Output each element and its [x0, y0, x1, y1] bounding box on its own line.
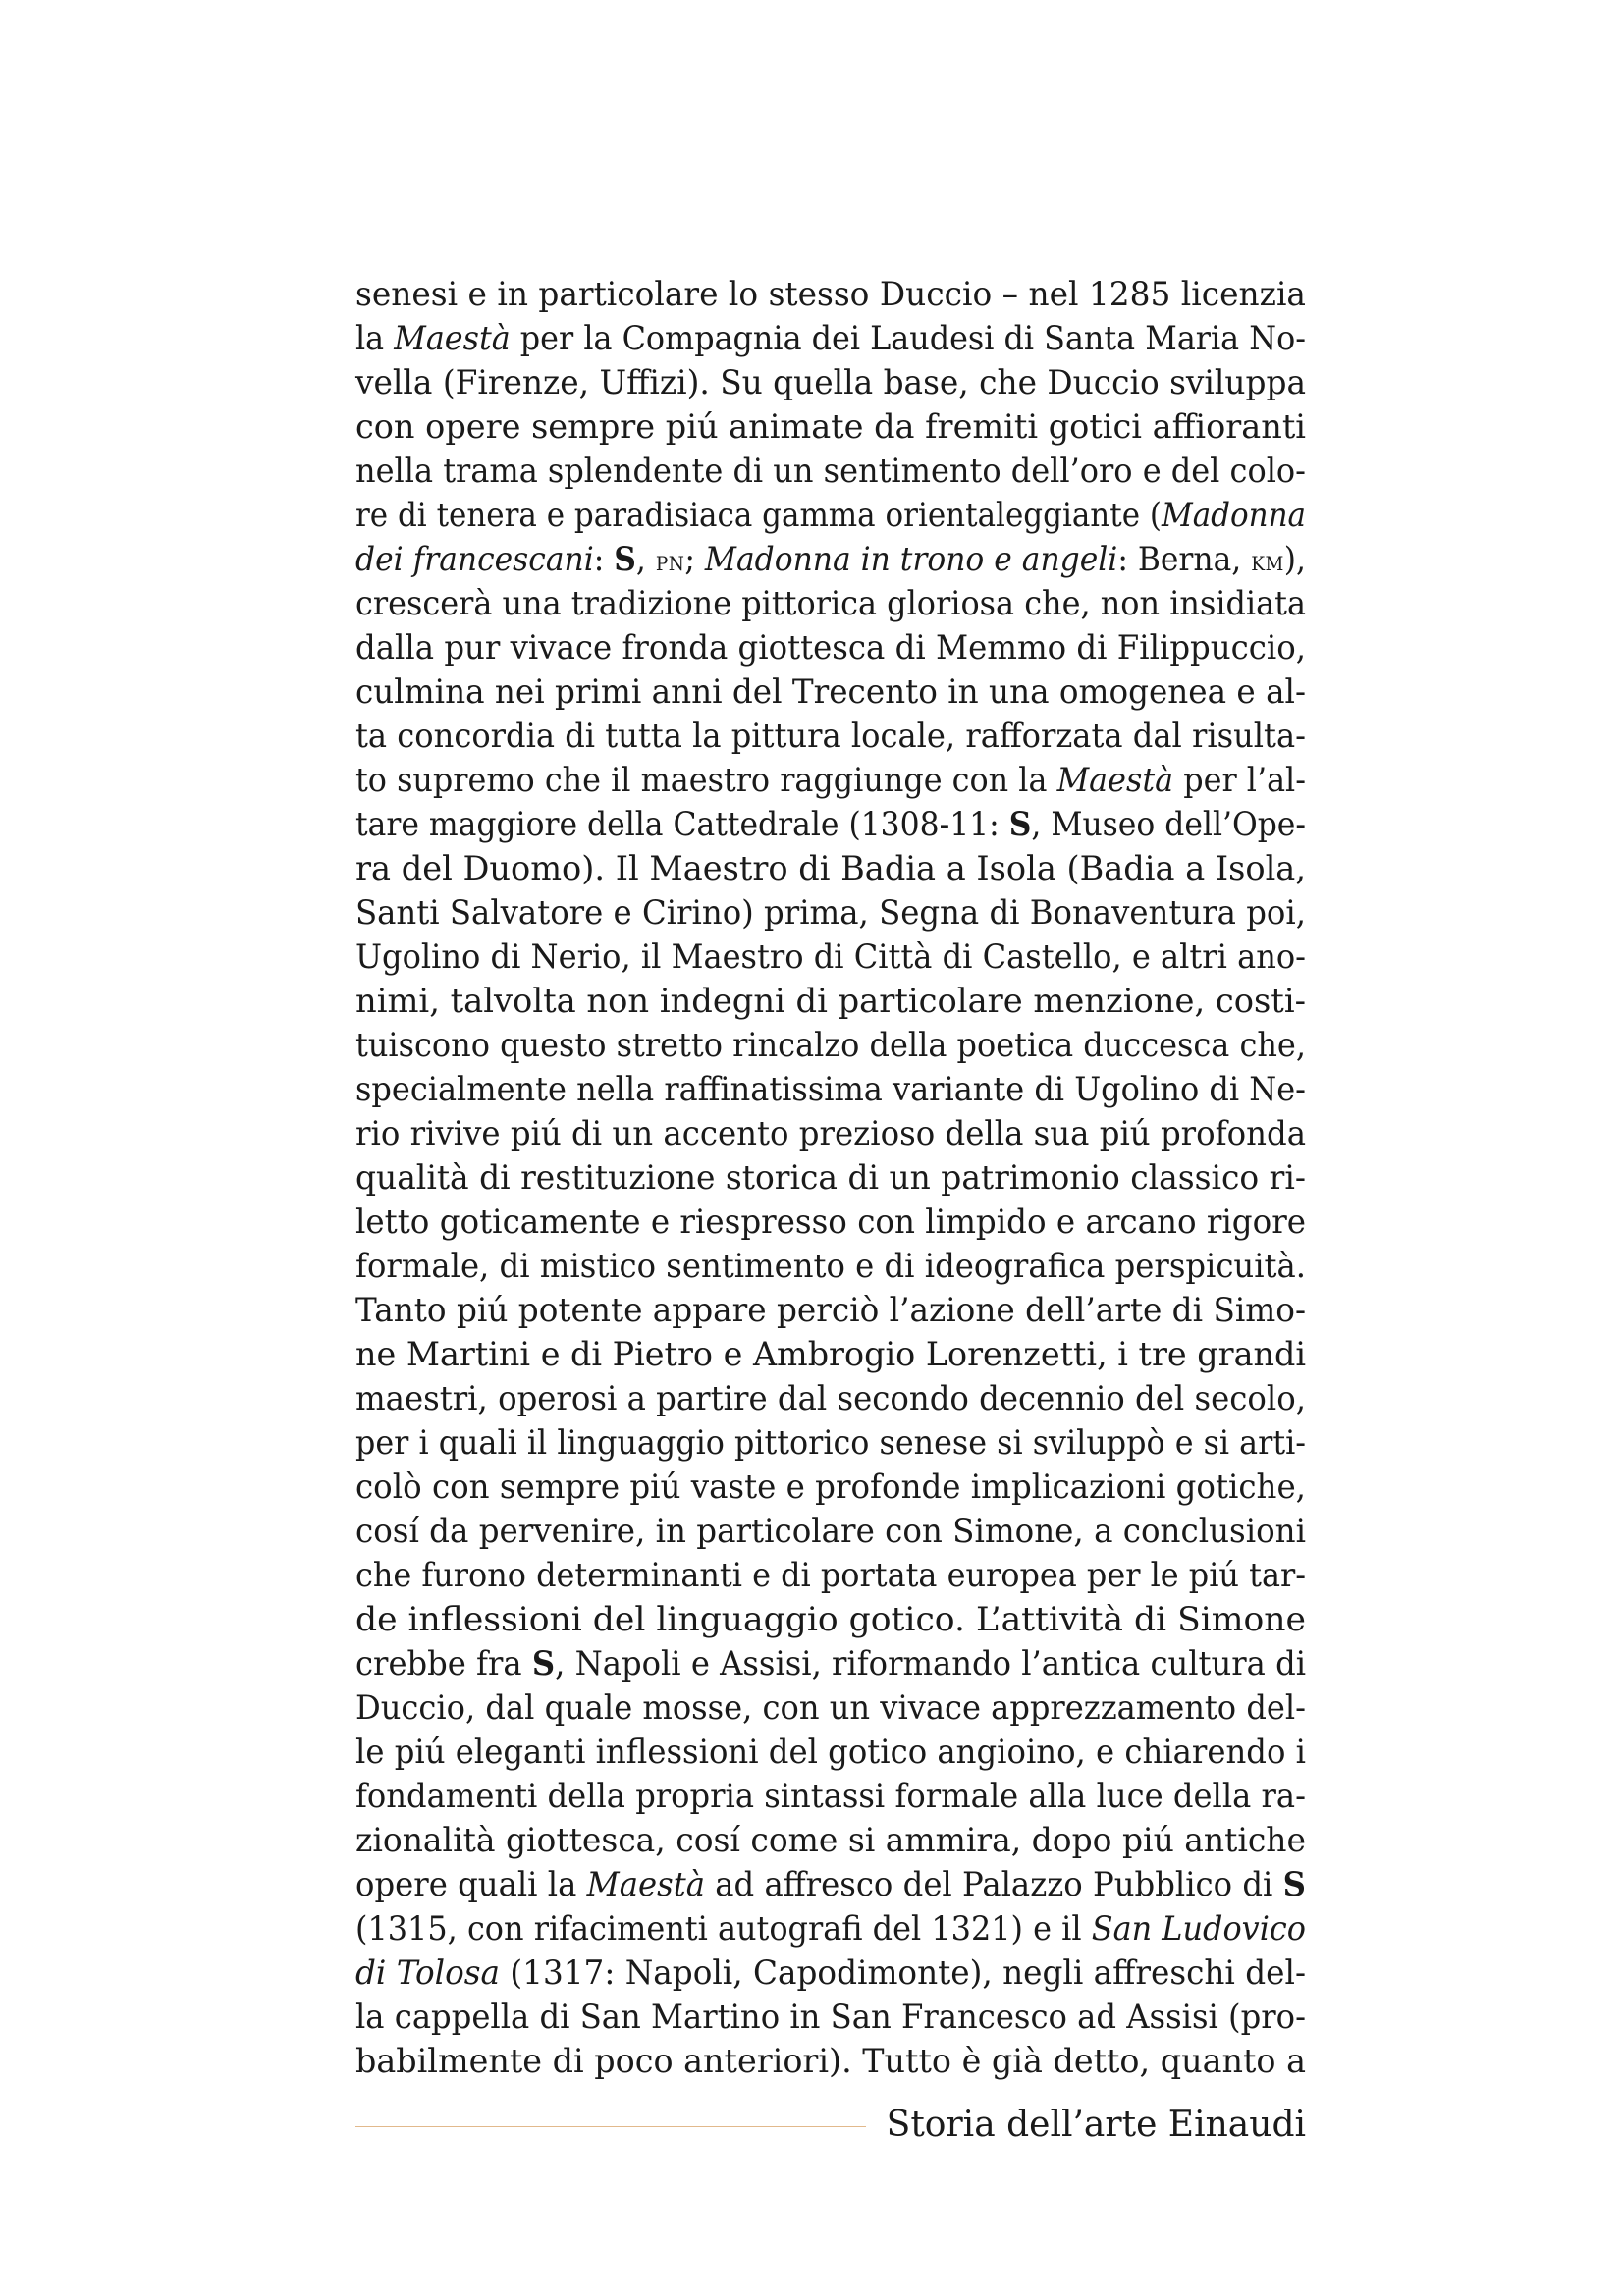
text-run: de inflessioni del linguaggio gotico. L’attività di Simone [355, 1600, 1306, 1639]
text-line [355, 1510, 1306, 1554]
text-line [355, 582, 1306, 626]
text-run: per l’al- [1173, 761, 1306, 800]
text-run: qualità di restituzione storica di un patrimonio classico ri- [355, 1158, 1306, 1198]
text-run: Ugolino di Nerio, il Maestro di Città di Castello, e altri ano- [355, 937, 1306, 977]
text-run: (1315, con rifacimenti autografi del 1321) e il [355, 1909, 1092, 1949]
text-line [355, 759, 1306, 803]
text-run: le piú eleganti inflessioni del gotico angioino, e chiarendo i [355, 1733, 1306, 1772]
text-run: ad affresco del Palazzo Pubblico di [704, 1865, 1283, 1904]
text-line [355, 1112, 1306, 1156]
text-run: ra del Duomo). Il Maestro di Badia a Isola (Badia a Isola, [355, 849, 1306, 888]
text-line [355, 1377, 1306, 1421]
text-line [355, 317, 1306, 361]
text-line [355, 1642, 1306, 1686]
text-line [355, 891, 1306, 935]
text-run: S [1008, 805, 1032, 844]
text-run: Maestà [1056, 761, 1174, 800]
text-run: crescerà una tradizione pittorica gloriosa che, non insidiata [355, 584, 1306, 623]
text-run: : Berna, [1117, 540, 1252, 579]
text-run: to supremo che il maestro raggiunge con la [355, 761, 1057, 800]
text-line [355, 1156, 1306, 1201]
text-run: rio rivive piú di un accento prezioso della sua piú profonda [355, 1114, 1306, 1153]
text-run: Madonna in trono e angeli [704, 540, 1118, 579]
text-run: per la Compagnia dei Laudesi di Santa Maria No- [510, 319, 1306, 358]
text-line [355, 538, 1306, 582]
text-run: con opere sempre piú animate da fremiti gotici affioranti [355, 407, 1306, 447]
text-run: nimi, talvolta non indegni di particolare menzione, costi- [355, 982, 1306, 1021]
text-line [355, 405, 1306, 450]
text-run: ; [684, 540, 705, 579]
text-line [355, 450, 1306, 494]
text-line [355, 626, 1306, 670]
text-run: babilmente di poco anteriori). Tutto è già detto, quanto a [355, 2042, 1306, 2081]
text-run: la cappella di San Martino in San Francesco ad Assisi (pro- [355, 1998, 1306, 2037]
text-run: Madonna [1161, 496, 1306, 535]
text-run: S [1282, 1865, 1306, 1904]
text-run: dalla pur vivace fronda giottesca di Memmo di Filippuccio, [355, 628, 1306, 667]
text-run: ta concordia di tutta la pittura locale, rafforzata dal risulta- [355, 717, 1306, 756]
text-line [355, 1245, 1306, 1289]
text-line [355, 273, 1306, 317]
text-run: che furono determinanti e di portata europea per le piú tar- [355, 1556, 1306, 1595]
text-run: nella trama splendente di un sentimento dell’oro e del colo- [355, 452, 1306, 491]
text-line [355, 2040, 1306, 2084]
text-line [355, 1907, 1306, 1951]
text-run: tuiscono questo stretto rincalzo della poetica duccesca che, [355, 1026, 1306, 1065]
text-line [355, 1598, 1306, 1642]
text-line [355, 1951, 1306, 1996]
text-line [355, 1466, 1306, 1510]
text-line [355, 361, 1306, 405]
text-run: specialmente nella raffinatissima variante di Ugolino di Ne- [355, 1070, 1306, 1109]
text-line [355, 1775, 1306, 1819]
text-run: dei francescani [355, 540, 594, 579]
text-run: ), [1283, 540, 1306, 579]
text-run: la [355, 319, 395, 358]
text-run: opere quali la [355, 1865, 587, 1904]
text-run: per i quali il linguaggio pittorico senese si sviluppò e si arti- [355, 1423, 1306, 1463]
text-run: Tanto piú potente appare perciò l’azione dell’arte di Simo- [355, 1291, 1306, 1330]
text-run: ne Martini e di Pietro e Ambrogio Lorenzetti, i tre grandi [355, 1335, 1306, 1374]
text-run: Santi Salvatore e Cirino) prima, Segna di Bonaventura poi, [355, 893, 1306, 933]
text-line [355, 1819, 1306, 1863]
text-line [355, 1289, 1306, 1333]
text-line [355, 847, 1306, 891]
text-line [355, 715, 1306, 759]
text-run: S [614, 540, 636, 579]
text-line [355, 980, 1306, 1024]
text-line [355, 1421, 1306, 1466]
text-run: re di tenera e paradisiaca gamma orientaleggiante ( [355, 496, 1162, 535]
text-line [355, 1554, 1306, 1598]
text-run: crebbe fra [355, 1644, 532, 1683]
text-run: (1317: Napoli, Capodimonte), negli affreschi del- [500, 1953, 1307, 1993]
text-run: cosí da pervenire, in particolare con Simone, a conclusioni [355, 1512, 1306, 1551]
text-run: , Museo dell’Ope- [1031, 805, 1306, 844]
text-line [355, 1201, 1306, 1245]
text-run: vella (Firenze, Uffizi). Su quella base, che Duccio sviluppa [355, 363, 1306, 402]
text-run: senesi e in particolare lo stesso Duccio – nel 1285 licenzia [355, 275, 1306, 314]
text-run: culmina nei primi anni del Trecento in una omogenea e al- [355, 672, 1306, 712]
text-run: Maestà [586, 1865, 705, 1904]
body-text [355, 273, 1306, 2084]
text-line [355, 1863, 1306, 1907]
text-run: , [635, 540, 656, 579]
text-run: : [593, 540, 615, 579]
page-footer [355, 2101, 1306, 2150]
text-line [355, 935, 1306, 980]
text-line [355, 1024, 1306, 1068]
footer-title: Storia dell’arte Einaudi [886, 2105, 1306, 2145]
text-run: formale, di mistico sentimento e di ideografica perspicuità. [355, 1247, 1306, 1286]
text-line [355, 1686, 1306, 1731]
text-line [355, 1996, 1306, 2040]
text-run: zionalità giottesca, cosí come si ammira, dopo piú antiche [355, 1821, 1306, 1860]
text-line [355, 1333, 1306, 1377]
text-run: pn [655, 545, 685, 577]
text-run: fondamenti della propria sintassi formale alla luce della ra- [355, 1777, 1306, 1816]
text-run: S [531, 1644, 556, 1683]
text-run: di Tolosa [355, 1953, 501, 1993]
text-run: maestri, operosi a partire dal secondo decennio del secolo, [355, 1379, 1306, 1418]
footer-rule [355, 2126, 866, 2127]
text-line [355, 1068, 1306, 1112]
text-run: Duccio, dal quale mosse, con un vivace apprezzamento del- [355, 1688, 1306, 1728]
text-run: km [1251, 545, 1284, 577]
text-line [355, 670, 1306, 715]
text-run: San Ludovico [1091, 1909, 1306, 1949]
text-line [355, 1731, 1306, 1775]
text-run: colò con sempre piú vaste e profonde implicazioni gotiche, [355, 1468, 1306, 1507]
text-run: Maestà [394, 319, 511, 358]
text-line [355, 494, 1306, 538]
text-run: , Napoli e Assisi, riformando l’antica cultura di [555, 1644, 1306, 1683]
text-run: letto goticamente e riespresso con limpido e arcano rigore [355, 1202, 1306, 1242]
text-line [355, 803, 1306, 847]
text-run: tare maggiore della Cattedrale (1308-11: [355, 805, 1009, 844]
